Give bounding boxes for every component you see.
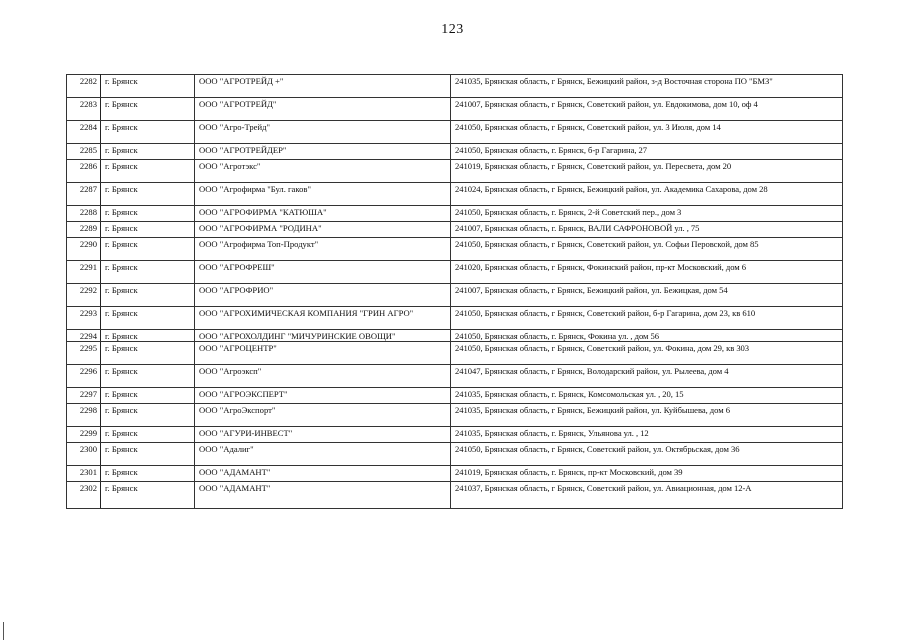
row-number: 2302 (67, 482, 101, 509)
page-number: 123 (441, 22, 464, 37)
row-number: 2290 (67, 238, 101, 261)
row-number: 2282 (67, 75, 101, 98)
table-row (67, 144, 843, 160)
row-address: 241050, Брянская область, г. Брянск, 2-й Советский пер., дом 3 (451, 206, 843, 222)
row-address: 241050, Брянская область, г Брянск, Советский район, ул. 3 Июля, дом 14 (451, 121, 843, 144)
table-row (67, 261, 843, 284)
row-city: г. Брянск (101, 482, 195, 509)
row-number: 2289 (67, 222, 101, 238)
row-address: 241050, Брянская область, г Брянск, Советский район, б-р Гагарина, дом 23, кв 610 (451, 307, 843, 330)
row-number: 2298 (67, 404, 101, 427)
row-address: 241050, Брянская область, г. Брянск, б-р Гагарина, 27 (451, 144, 843, 160)
row-organization: ООО "Агрофирма "Бул. гаков" (195, 183, 451, 206)
table-row (67, 443, 843, 466)
row-city: г. Брянск (101, 365, 195, 388)
row-city: г. Брянск (101, 238, 195, 261)
row-address: 241035, Брянская область, г. Брянск, Ульянова ул. , 12 (451, 427, 843, 443)
table-row (67, 404, 843, 427)
row-city: г. Брянск (101, 160, 195, 183)
row-address: 241035, Брянская область, г. Брянск, Комсомольская ул. , 20, 15 (451, 388, 843, 404)
row-organization: ООО "Агро-Трейд" (195, 121, 451, 144)
row-address: 241050, Брянская область, г. Брянск, Фокина ул. , дом 56 (451, 330, 843, 342)
row-number: 2291 (67, 261, 101, 284)
row-organization: ООО "АГРОХОЛДИНГ "МИЧУРИНСКИЕ ОВОЩИ" (195, 330, 451, 342)
row-address: 241019, Брянская область, г. Брянск, пр-кт Московский, дом 39 (451, 466, 843, 482)
table-row (67, 160, 843, 183)
table-row (67, 222, 843, 238)
row-city: г. Брянск (101, 284, 195, 307)
row-organization: ООО "Агротэкс" (195, 160, 451, 183)
row-address: 241007, Брянская область, г Брянск, Советский район, ул. Евдокимова, дом 10, оф 4 (451, 98, 843, 121)
row-city: г. Брянск (101, 98, 195, 121)
row-city: г. Брянск (101, 330, 195, 342)
row-number: 2284 (67, 121, 101, 144)
row-city: г. Брянск (101, 183, 195, 206)
registry-table (66, 74, 843, 509)
row-organization: ООО "Агрофирма Топ-Продукт" (195, 238, 451, 261)
table-row (67, 206, 843, 222)
row-number: 2293 (67, 307, 101, 330)
row-address: 241037, Брянская область, г Брянск, Советский район, ул. Авиационная, дом 12-А (451, 482, 843, 509)
row-organization: ООО "АГРОЭКСПЕРТ" (195, 388, 451, 404)
row-address: 241035, Брянская область, г Брянск, Бежицкий район, з-д Восточная сторона ПО "БМЗ" (451, 75, 843, 98)
row-number: 2299 (67, 427, 101, 443)
row-organization: ООО "АДАМАНТ" (195, 466, 451, 482)
table-row (67, 342, 843, 365)
row-address: 241024, Брянская область, г Брянск, Бежицкий район, ул. Академика Сахарова, дом 28 (451, 183, 843, 206)
row-organization: ООО "АГРОФРЕШ" (195, 261, 451, 284)
row-city: г. Брянск (101, 427, 195, 443)
row-city: г. Брянск (101, 404, 195, 427)
table-row (67, 307, 843, 330)
row-city: г. Брянск (101, 144, 195, 160)
table-row (67, 427, 843, 443)
table-row (67, 330, 843, 342)
table-row (67, 482, 843, 509)
row-city: г. Брянск (101, 307, 195, 330)
row-address: 241047, Брянская область, г Брянск, Володарский район, ул. Рылеева, дом 4 (451, 365, 843, 388)
registry-table-body (67, 75, 843, 509)
row-organization: ООО "Адалиг" (195, 443, 451, 466)
row-address: 241007, Брянская область, г. Брянск, ВАЛИ САФРОНОВОЙ ул. , 75 (451, 222, 843, 238)
row-number: 2294 (67, 330, 101, 342)
row-city: г. Брянск (101, 466, 195, 482)
row-number: 2301 (67, 466, 101, 482)
table-row (67, 284, 843, 307)
row-number: 2292 (67, 284, 101, 307)
row-city: г. Брянск (101, 75, 195, 98)
row-address: 241050, Брянская область, г Брянск, Советский район, ул. Октябрьская, дом 36 (451, 443, 843, 466)
row-city: г. Брянск (101, 342, 195, 365)
row-city: г. Брянск (101, 121, 195, 144)
row-number: 2288 (67, 206, 101, 222)
row-organization: ООО "АГРОФИРМА "КАТЮША" (195, 206, 451, 222)
row-organization: ООО "АГРОФРИО" (195, 284, 451, 307)
row-address: 241020, Брянская область, г Брянск, Фокинский район, пр-кт Московский, дом 6 (451, 261, 843, 284)
row-city: г. Брянск (101, 443, 195, 466)
row-organization: ООО "АДАМАНТ" (195, 482, 451, 509)
row-number: 2283 (67, 98, 101, 121)
row-city: г. Брянск (101, 261, 195, 284)
row-number: 2297 (67, 388, 101, 404)
row-number: 2300 (67, 443, 101, 466)
row-address: 241035, Брянская область, г Брянск, Бежицкий район, ул. Куйбышева, дом 6 (451, 404, 843, 427)
table-row (67, 98, 843, 121)
table-row (67, 388, 843, 404)
row-organization: ООО "АГРОХИМИЧЕСКАЯ КОМПАНИЯ "ГРИН АГРО" (195, 307, 451, 330)
row-organization: ООО "Агроэксп" (195, 365, 451, 388)
table-row (67, 75, 843, 98)
row-city: г. Брянск (101, 206, 195, 222)
binding-edge-mark (3, 622, 4, 640)
table-row (67, 365, 843, 388)
row-address: 241050, Брянская область, г Брянск, Советский район, ул. Софьи Перовской, дом 85 (451, 238, 843, 261)
row-city: г. Брянск (101, 388, 195, 404)
row-organization: ООО "АГРОТРЕЙД +" (195, 75, 451, 98)
row-address: 241007, Брянская область, г Брянск, Бежицкий район, ул. Бежицкая, дом 54 (451, 284, 843, 307)
row-organization: ООО "АгроЭкспорт" (195, 404, 451, 427)
table-row (67, 238, 843, 261)
table-row (67, 466, 843, 482)
row-organization: ООО "АГРОТРЕЙД" (195, 98, 451, 121)
row-address: 241019, Брянская область, г Брянск, Советский район, ул. Пересвета, дом 20 (451, 160, 843, 183)
table-row (67, 183, 843, 206)
row-organization: ООО "АГРОФИРМА "РОДИНА" (195, 222, 451, 238)
table-row (67, 121, 843, 144)
row-number: 2285 (67, 144, 101, 160)
row-number: 2295 (67, 342, 101, 365)
row-organization: ООО "АГУРИ-ИНВЕСТ" (195, 427, 451, 443)
row-city: г. Брянск (101, 222, 195, 238)
row-organization: ООО "АГРОЦЕНТР" (195, 342, 451, 365)
row-number: 2287 (67, 183, 101, 206)
row-number: 2286 (67, 160, 101, 183)
row-organization: ООО "АГРОТРЕЙДЕР" (195, 144, 451, 160)
row-address: 241050, Брянская область, г Брянск, Советский район, ул. Фокина, дом 29, кв 303 (451, 342, 843, 365)
row-number: 2296 (67, 365, 101, 388)
